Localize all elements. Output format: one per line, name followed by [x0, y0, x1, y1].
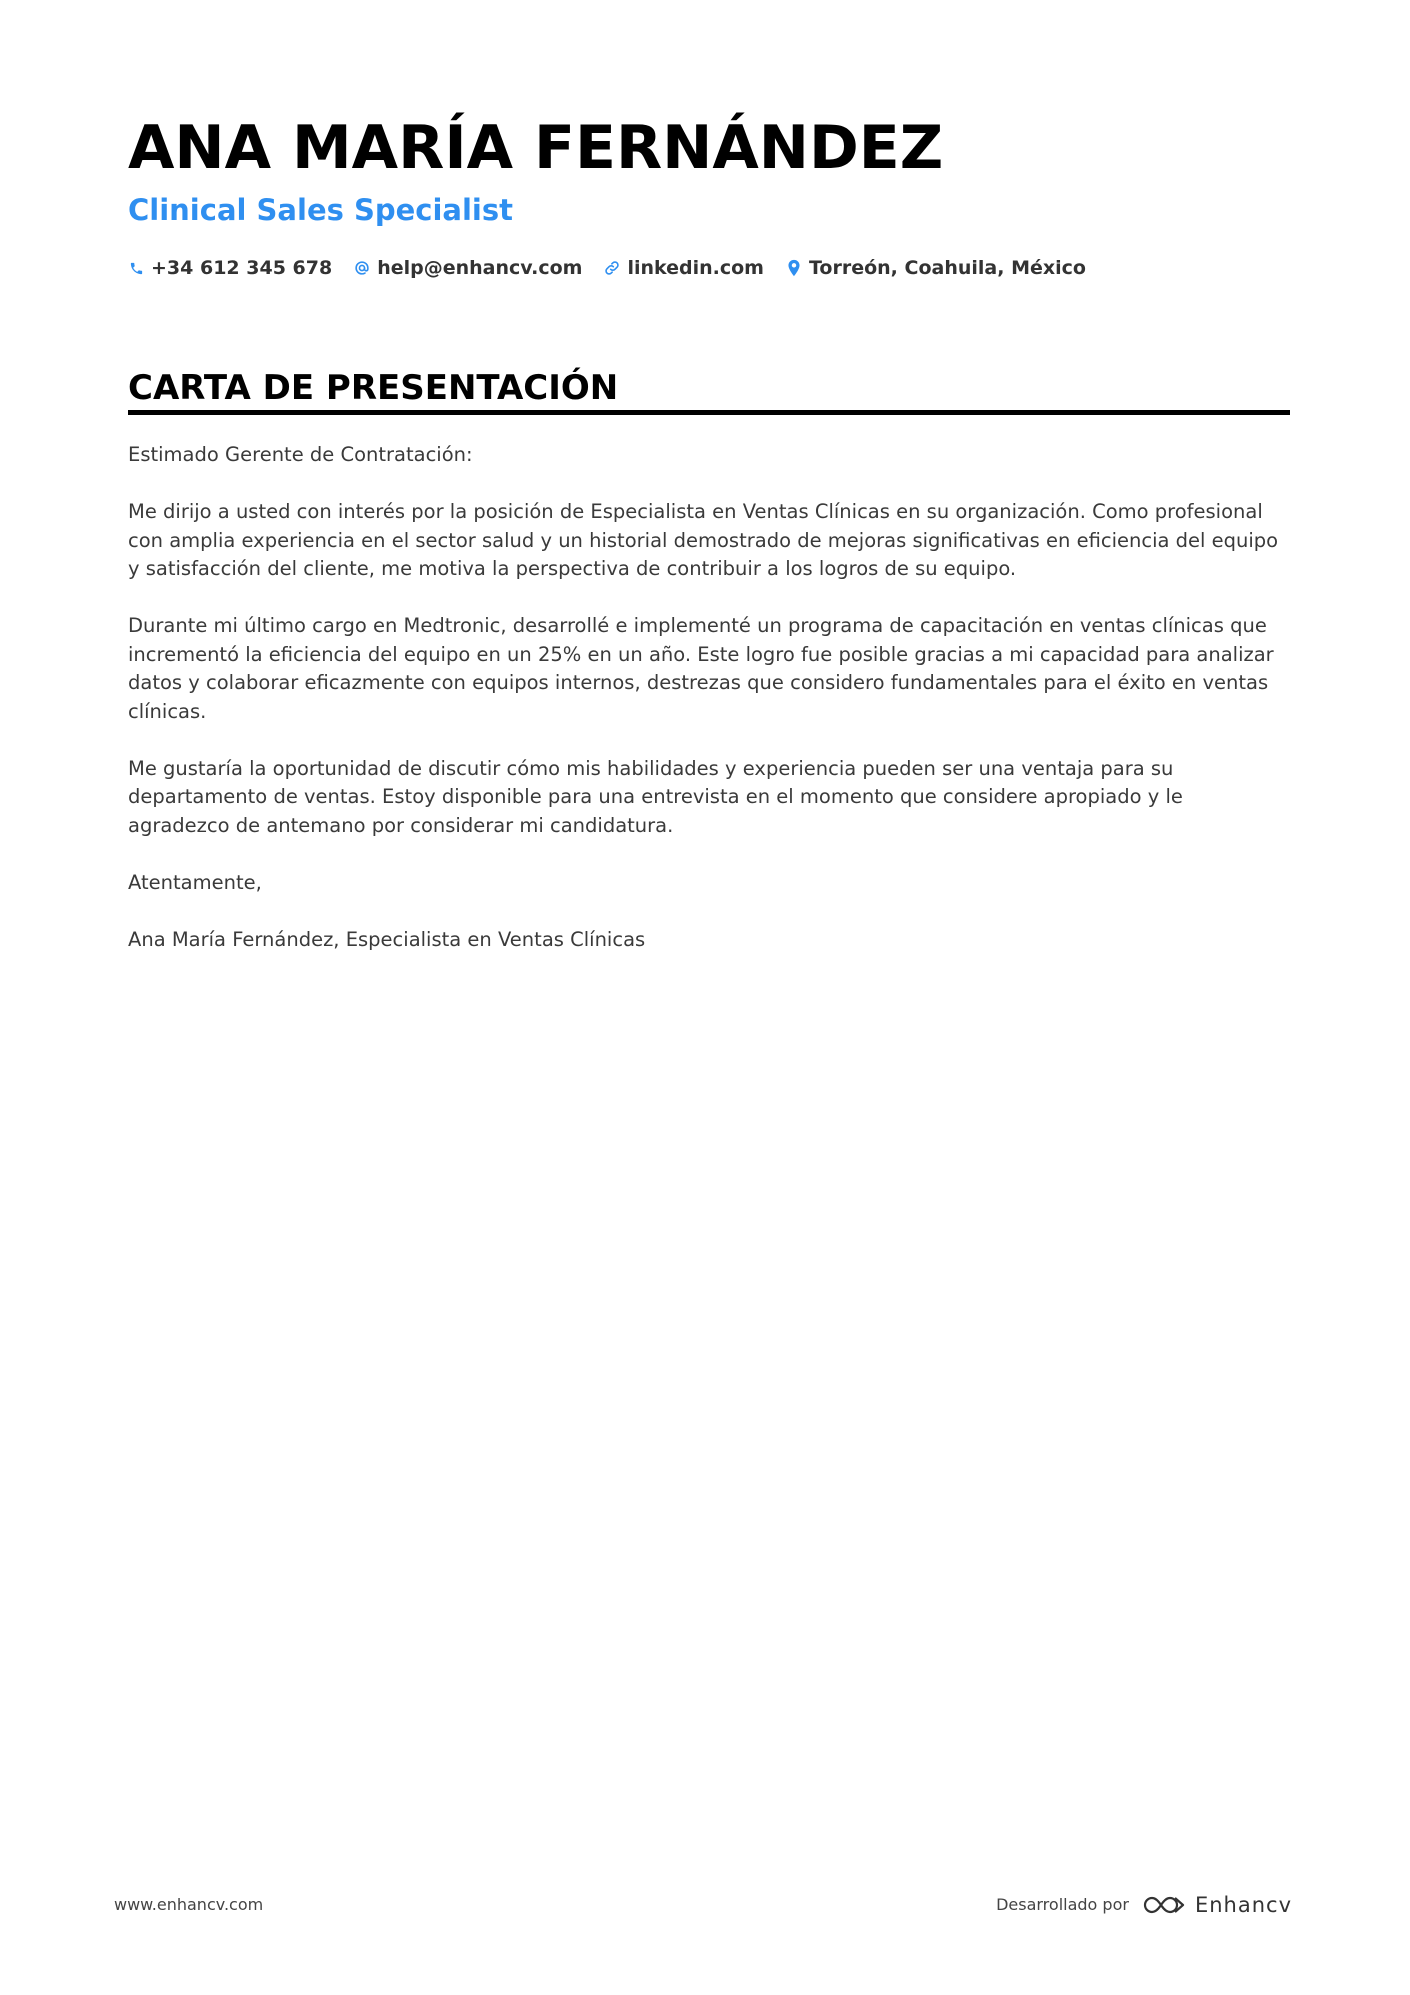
- phone-icon: [128, 259, 144, 277]
- contact-bar: [128, 254, 1086, 282]
- section-title: CARTA DE PRESENTACIÓN: [128, 368, 619, 408]
- brand-name: Enhancv: [1194, 1893, 1292, 1917]
- contact-location: [786, 254, 1086, 282]
- infinity-logo-icon: [1141, 1892, 1187, 1918]
- phone-text: +34 612 345 678: [151, 257, 333, 279]
- contact-linkedin[interactable]: [604, 254, 764, 282]
- letter-closing: Atentamente,: [128, 870, 262, 894]
- letter-body: [128, 441, 1290, 983]
- contact-email[interactable]: [354, 254, 582, 282]
- location-text: Torreón, Coahuila, México: [808, 257, 1086, 279]
- letter-signature: Ana María Fernández, Especialista en Ventas Clínicas: [128, 927, 646, 951]
- candidate-name: ANA MARÍA FERNÁNDEZ: [128, 113, 944, 183]
- contact-phone[interactable]: [128, 254, 332, 282]
- brand-logo[interactable]: [1141, 1892, 1292, 1918]
- at-icon: [354, 259, 370, 277]
- letter-paragraph-2: Durante mi último cargo en Medtronic, desarrollé e implementé un programa de capacitación en ventas clínicas que incrementó la eficiencia del equipo en un 25% en un año. Este logro fue posible gracias a mi capacidad para analizar datos y colaborar eficazmente con equipos internos, destrezas que considero fundamentales para el éxito en ventas clínicas.: [128, 614, 1274, 723]
- letter-paragraph-3: Me gustaría la oportunidad de discutir cómo mis habilidades y experiencia pueden ser una ventaja para su departamento de ventas. Estoy disponible para una entrevista en el momento que considere apropiado y le agradezco de antemano por considerar mi candidatura.: [128, 756, 1183, 837]
- footer-url[interactable]: www.enhancv.com: [114, 1895, 264, 1914]
- link-icon: [604, 259, 620, 277]
- email-text: help@enhancv.com: [377, 257, 583, 279]
- letter-greeting: Estimado Gerente de Contratación:: [128, 443, 473, 466]
- letter-paragraph-1: Me dirijo a usted con interés por la posición de Especialista en Ventas Clínicas en su organización. Como profesional con amplia experiencia en el sector salud y un historial demostrado de mejoras significativas en eficiencia del equipo y satisfacción del cliente, me motiva la perspectiva de contribuir a los logros de su equipo.: [128, 500, 1279, 580]
- location-pin-icon: [786, 259, 802, 277]
- footer-brand: [996, 1880, 1292, 1930]
- job-title: Clinical Sales Specialist: [128, 193, 513, 227]
- section-divider: [128, 410, 1290, 415]
- linkedin-text: linkedin.com: [627, 257, 764, 279]
- powered-by-label: Desarrollado por: [996, 1895, 1129, 1914]
